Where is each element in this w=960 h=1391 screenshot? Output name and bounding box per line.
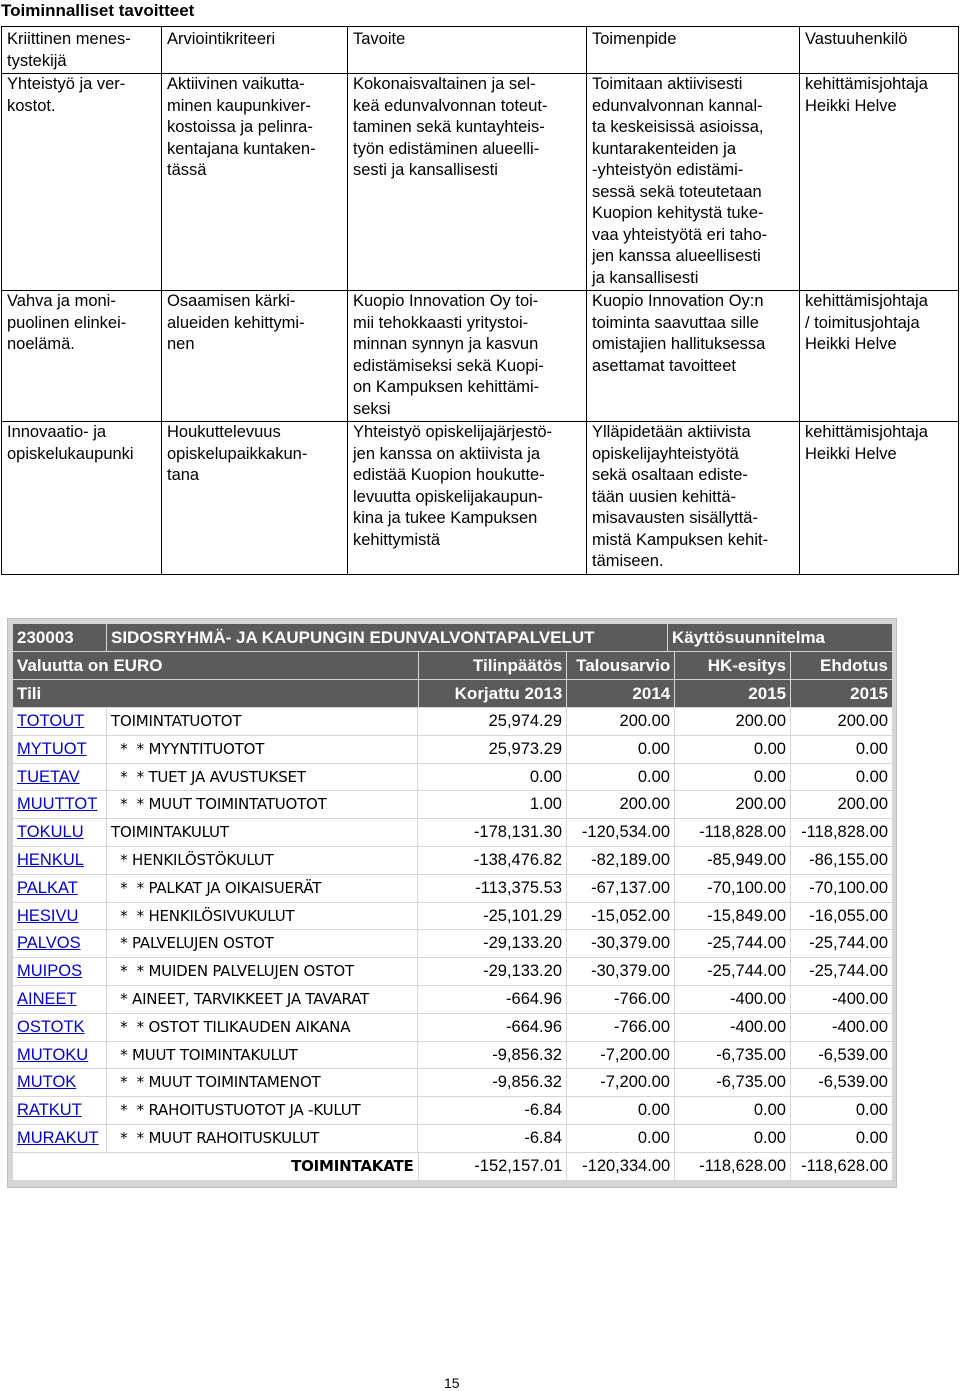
col-tilinpaatos: Tilinpäätös xyxy=(419,652,567,679)
value-tilinpaatos: -29,133.20 xyxy=(418,930,566,957)
budget-row xyxy=(13,1014,892,1041)
value-hk-esitys: 200.00 xyxy=(675,791,790,818)
value-tilinpaatos: -664.96 xyxy=(418,1014,566,1041)
total-v2: -120,334.00 xyxy=(567,1153,674,1180)
account-code-link[interactable]: PALVOS xyxy=(13,930,106,957)
account-code-link[interactable]: TUETAV xyxy=(13,764,106,791)
currency-label: Valuutta on EURO xyxy=(13,652,418,679)
budget-header-columns xyxy=(13,652,892,679)
cell-responsible: kehittämisjohtaja Heikki Helve xyxy=(800,422,959,575)
value-ehdotus: 0.00 xyxy=(791,1125,892,1152)
budget-header-unit xyxy=(13,624,892,651)
cell-critical-factor: Innovaatio- ja opiskelukaupunki xyxy=(2,422,162,575)
value-hk-esitys: -6,735.00 xyxy=(675,1042,790,1069)
budget-row xyxy=(13,986,892,1013)
header-critical-factor: Kriittinen menes- tystekijä xyxy=(2,27,162,74)
value-hk-esitys: -400.00 xyxy=(675,1014,790,1041)
value-ehdotus: -6,539.00 xyxy=(791,1069,892,1096)
account-label: Tili xyxy=(13,680,418,707)
value-ehdotus: -25,744.00 xyxy=(791,958,892,985)
account-name: * * MUIDEN PALVELUJEN OSTOT xyxy=(107,958,417,985)
cell-responsible: kehittämisjohtaja / toimitusjohtaja Heikki Helve xyxy=(800,291,959,422)
value-ehdotus: -400.00 xyxy=(791,986,892,1013)
account-name: * * MUUT TOIMINTATUOTOT xyxy=(107,791,417,818)
unit-name: SIDOSRYHMÄ- JA KAUPUNGIN EDUNVALVONTAPALVELUT xyxy=(107,624,667,651)
value-ehdotus: 200.00 xyxy=(791,708,892,735)
cell-goal: Yhteistyö opiskelijajärjestö- jen kanssa on aktiivista ja edistää Kuopion houkutte- levuutta opiskelijakaupun- kina ja tukee Kampuksen kehittymistä xyxy=(348,422,587,575)
account-name: * * MUUT RAHOITUSKULUT xyxy=(107,1125,417,1152)
account-name: * * TUET JA AVUSTUKSET xyxy=(107,764,417,791)
value-talousarvio: -7,200.00 xyxy=(567,1042,674,1069)
value-ehdotus: -118,828.00 xyxy=(791,819,892,846)
value-talousarvio: -766.00 xyxy=(567,986,674,1013)
account-name: * * RAHOITUSTUOTOT JA -KULUT xyxy=(107,1097,417,1124)
account-name: * PALVELUJEN OSTOT xyxy=(107,930,417,957)
table-row xyxy=(2,74,959,291)
budget-row xyxy=(13,1125,892,1152)
value-talousarvio: 0.00 xyxy=(567,736,674,763)
budget-row xyxy=(13,736,892,763)
value-talousarvio: -120,534.00 xyxy=(567,819,674,846)
value-hk-esitys: -85,949.00 xyxy=(675,847,790,874)
account-name: * * MUUT TOIMINTAMENOT xyxy=(107,1069,417,1096)
account-name: * * MYYNTITUOTOT xyxy=(107,736,417,763)
value-hk-esitys: 0.00 xyxy=(675,1125,790,1152)
cell-action: Ylläpidetään aktiivista opiskelijayhteistyötä sekä osaltaan ediste- tään uusien kehittä- misavausten sisällyttä- mistä Kampuksen kehit- tämiseen. xyxy=(587,422,800,575)
value-ehdotus: 0.00 xyxy=(791,1097,892,1124)
value-talousarvio: -82,189.00 xyxy=(567,847,674,874)
cell-criteria: Osaamisen kärki- alueiden kehittymi- nen xyxy=(162,291,348,422)
goals-header-row xyxy=(2,27,959,74)
goals-table xyxy=(1,26,959,575)
value-ehdotus: -6,539.00 xyxy=(791,1042,892,1069)
account-name: * * OSTOT TILIKAUDEN AIKANA xyxy=(107,1014,417,1041)
budget-row xyxy=(13,1069,892,1096)
value-tilinpaatos: 0.00 xyxy=(418,764,566,791)
account-code-link[interactable]: MUTOK xyxy=(13,1069,106,1096)
account-code-link[interactable]: HESIVU xyxy=(13,903,106,930)
value-talousarvio: -766.00 xyxy=(567,1014,674,1041)
total-v4: -118,628.00 xyxy=(791,1153,892,1180)
value-ehdotus: 200.00 xyxy=(791,791,892,818)
account-code-link[interactable]: AINEET xyxy=(13,986,106,1013)
value-tilinpaatos: -6.84 xyxy=(418,1097,566,1124)
account-code-link[interactable]: MUIPOS xyxy=(13,958,106,985)
account-code-link[interactable]: RATKUT xyxy=(13,1097,106,1124)
col-ehdotus: Ehdotus xyxy=(791,652,892,679)
value-ehdotus: -86,155.00 xyxy=(791,847,892,874)
value-tilinpaatos: 1.00 xyxy=(418,791,566,818)
budget-row xyxy=(13,903,892,930)
year-2015-hk: 2015 xyxy=(675,680,790,707)
value-hk-esitys: -118,828.00 xyxy=(675,819,790,846)
value-ehdotus: -400.00 xyxy=(791,1014,892,1041)
cell-action: Toimitaan aktiivisesti edunvalvonnan kannal- ta keskeisissä asioissa, kuntarakenteiden ja -yhteistyön edistämi- sessä sekä toteutetaan Kuopion kehitystä tuke- vaa yhteistyötä eri taho- jen kanssa alueellisesti ja kansallisesti xyxy=(587,74,800,291)
cell-critical-factor: Vahva ja moni- puolinen elinkei- noelämä. xyxy=(2,291,162,422)
value-talousarvio: 0.00 xyxy=(567,764,674,791)
account-name: * AINEET, TARVIKKEET JA TAVARAT xyxy=(107,986,417,1013)
cell-goal: Kokonaisvaltainen ja sel- keä edunvalvonnan toteut- taminen sekä kuntayhteis- työn edistäminen alueelli- sesti ja kansallisesti xyxy=(348,74,587,291)
budget-row xyxy=(13,875,892,902)
value-tilinpaatos: 25,973.29 xyxy=(418,736,566,763)
value-talousarvio: -67,137.00 xyxy=(567,875,674,902)
value-hk-esitys: 0.00 xyxy=(675,1097,790,1124)
value-ehdotus: -25,744.00 xyxy=(791,930,892,957)
value-talousarvio: 0.00 xyxy=(567,1097,674,1124)
value-ehdotus: -16,055.00 xyxy=(791,903,892,930)
cell-criteria: Houkuttelevuus opiskelupaikkakun- tana xyxy=(162,422,348,575)
section-title: Toiminnalliset tavoitteet xyxy=(1,1,195,20)
account-code-link[interactable]: MUUTTOT xyxy=(13,791,106,818)
table-row xyxy=(2,422,959,575)
total-v1: -152,157.01 xyxy=(419,1153,567,1180)
header-criteria: Arviointikriteeri xyxy=(162,27,348,74)
budget-row xyxy=(13,819,892,846)
total-row xyxy=(13,1153,892,1180)
account-name: TOIMINTATUOTOT xyxy=(107,708,417,735)
budget-row xyxy=(13,958,892,985)
budget-row xyxy=(13,930,892,957)
value-hk-esitys: -15,849.00 xyxy=(675,903,790,930)
header-action: Toimenpide xyxy=(587,27,800,74)
account-code-link[interactable]: MUTOKU xyxy=(13,1042,106,1069)
budget-row xyxy=(13,1097,892,1124)
value-hk-esitys: -70,100.00 xyxy=(675,875,790,902)
account-code-link[interactable]: PALKAT xyxy=(13,875,106,902)
account-name: * MUUT TOIMINTAKULUT xyxy=(107,1042,417,1069)
table-row xyxy=(2,291,959,422)
year-korjattu-2013: Korjattu 2013 xyxy=(419,680,567,707)
value-ehdotus: 0.00 xyxy=(791,764,892,791)
value-talousarvio: -7,200.00 xyxy=(567,1069,674,1096)
plan-type: Käyttösuunnitelma xyxy=(668,624,892,651)
budget-table xyxy=(7,618,897,1188)
account-name: TOIMINTAKULUT xyxy=(107,819,417,846)
budget-row xyxy=(13,1042,892,1069)
value-tilinpaatos: -113,375.53 xyxy=(418,875,566,902)
value-hk-esitys: -25,744.00 xyxy=(675,958,790,985)
account-code-link[interactable]: TOKULU xyxy=(13,819,106,846)
budget-row xyxy=(13,708,892,735)
account-name: * * HENKILÖSIVUKULUT xyxy=(107,903,417,930)
budget-row xyxy=(13,764,892,791)
col-hk-esitys: HK-esitys xyxy=(675,652,790,679)
page-number: 15 xyxy=(444,1375,460,1391)
year-2014: 2014 xyxy=(567,680,674,707)
value-tilinpaatos: -25,101.29 xyxy=(418,903,566,930)
cell-action: Kuopio Innovation Oy:n toiminta saavuttaa sille omistajien hallituksessa asettamat tavoitteet xyxy=(587,291,800,422)
account-name: * HENKILÖSTÖKULUT xyxy=(107,847,417,874)
value-hk-esitys: -25,744.00 xyxy=(675,930,790,957)
account-code-link[interactable]: MURAKUT xyxy=(13,1125,106,1152)
value-hk-esitys: -400.00 xyxy=(675,986,790,1013)
cell-goal: Kuopio Innovation Oy toi- mii tehokkaasti yritystoi- minnan synnyn ja kasvun edistämiseksi sekä Kuopi- on Kampuksen kehittämi- seksi xyxy=(348,291,587,422)
account-code-link[interactable]: HENKUL xyxy=(13,847,106,874)
account-code-link[interactable]: MYTUOT xyxy=(13,736,106,763)
cell-criteria: Aktiivinen vaikutta- minen kaupunkiver- kostoissa ja pelinra- kentajana kuntaken- tässä xyxy=(162,74,348,291)
value-tilinpaatos: -6.84 xyxy=(418,1125,566,1152)
value-tilinpaatos: -178,131.30 xyxy=(418,819,566,846)
total-label: TOIMINTAKATE xyxy=(13,1153,418,1180)
col-talousarvio: Talousarvio xyxy=(567,652,674,679)
header-responsible: Vastuuhenkilö xyxy=(800,27,959,74)
account-name: * * PALKAT JA OIKAISUERÄT xyxy=(107,875,417,902)
account-code-link[interactable]: TOTOUT xyxy=(13,708,106,735)
value-talousarvio: -15,052.00 xyxy=(567,903,674,930)
value-talousarvio: 0.00 xyxy=(567,1125,674,1152)
cell-critical-factor: Yhteistyö ja ver- kostot. xyxy=(2,74,162,291)
unit-code: 230003 xyxy=(13,624,106,651)
value-talousarvio: -30,379.00 xyxy=(567,930,674,957)
value-tilinpaatos: -29,133.20 xyxy=(418,958,566,985)
budget-row xyxy=(13,847,892,874)
budget-header-years xyxy=(13,680,892,707)
header-goal: Tavoite xyxy=(348,27,587,74)
value-tilinpaatos: -664.96 xyxy=(418,986,566,1013)
value-ehdotus: -70,100.00 xyxy=(791,875,892,902)
value-talousarvio: 200.00 xyxy=(567,708,674,735)
value-ehdotus: 0.00 xyxy=(791,736,892,763)
value-hk-esitys: -6,735.00 xyxy=(675,1069,790,1096)
value-hk-esitys: 200.00 xyxy=(675,708,790,735)
budget-row xyxy=(13,791,892,818)
value-tilinpaatos: -9,856.32 xyxy=(418,1042,566,1069)
year-2015-ehdotus: 2015 xyxy=(791,680,892,707)
value-tilinpaatos: -138,476.82 xyxy=(418,847,566,874)
value-talousarvio: 200.00 xyxy=(567,791,674,818)
cell-responsible: kehittämisjohtaja Heikki Helve xyxy=(800,74,959,291)
value-hk-esitys: 0.00 xyxy=(675,736,790,763)
account-code-link[interactable]: OSTOTK xyxy=(13,1014,106,1041)
value-hk-esitys: 0.00 xyxy=(675,764,790,791)
value-tilinpaatos: -9,856.32 xyxy=(418,1069,566,1096)
value-tilinpaatos: 25,974.29 xyxy=(418,708,566,735)
value-talousarvio: -30,379.00 xyxy=(567,958,674,985)
total-v3: -118,628.00 xyxy=(675,1153,790,1180)
